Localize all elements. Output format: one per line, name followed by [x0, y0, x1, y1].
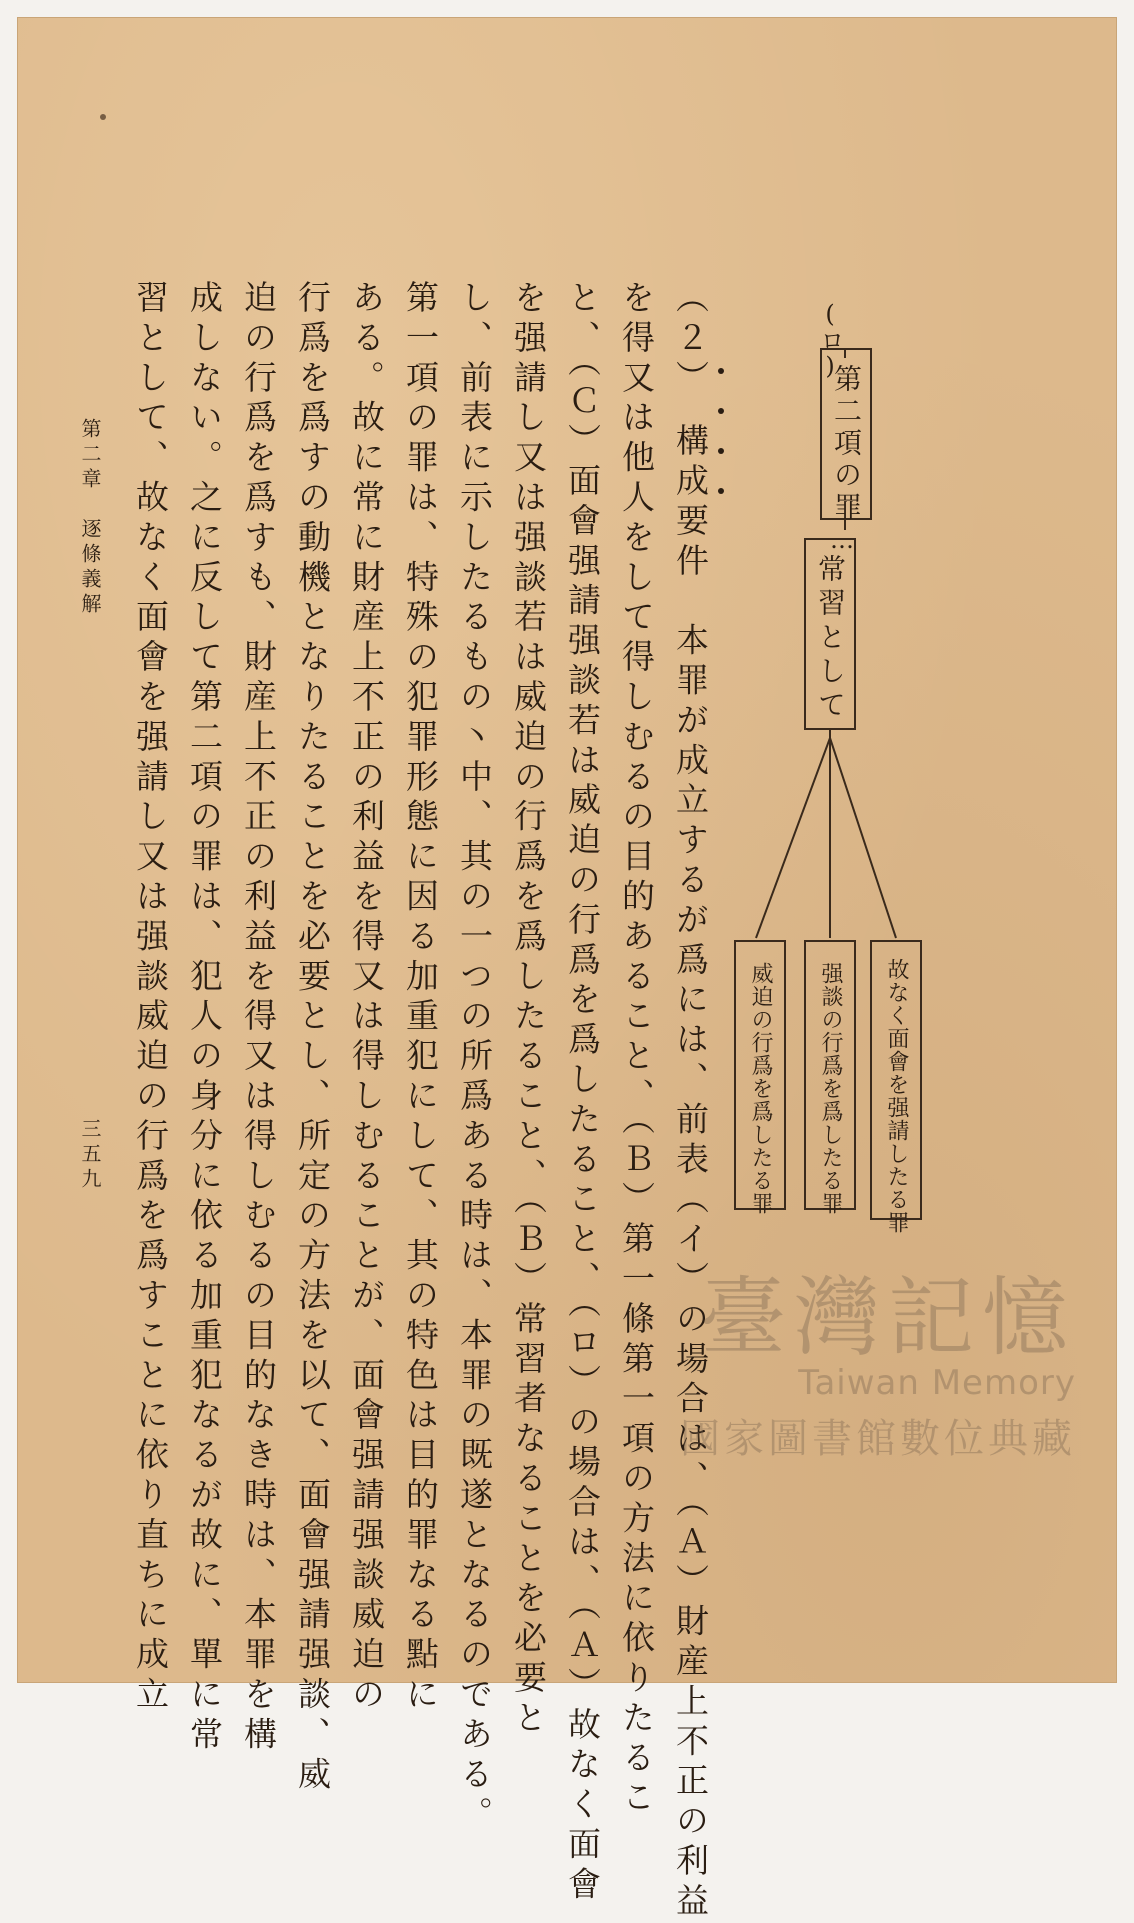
diagram-branch-1-text: 故なく面會を强請したる罪: [884, 958, 909, 1234]
diagram-main-box-text: 第二項の罪: [830, 364, 863, 524]
footer-chapter: 第二章 逐條義解: [78, 418, 102, 618]
footer-page-number: 三五九: [78, 1118, 102, 1193]
body-column-4: を强請し又は强談若は威迫の行爲を爲したること、（Ｂ）常習者なることを必要と: [509, 280, 548, 1740]
diagram-main-box-2: [804, 538, 856, 730]
diagram-branch-3-text: 威迫の行爲を爲したる罪: [748, 962, 773, 1215]
body-column-1: （２） 構成要件 本罪が成立するが爲には、前表（イ）の場合は、（Ａ）財産上不正の利益: [671, 280, 710, 1923]
body-column-11: 習として、故なく面會を强請し又は强談威迫の行爲を爲すことに依り直ちに成立: [131, 280, 170, 1717]
ink-smudge: [100, 114, 106, 120]
body-column-6: 第一項の罪は、特殊の犯罪形態に因る加重犯にして、其の特色は目的罪なる點に: [401, 280, 440, 1717]
watermark-english: Taiwan Memory: [798, 1363, 1076, 1403]
emphasis-dot: [718, 408, 724, 414]
diagram-branch-3: [734, 940, 786, 1215]
body-column-3: と、（Ｃ）面會强請强談若は威迫の行爲を爲したること、（ロ）の場合は、（Ａ）故なく面會: [563, 280, 602, 1907]
diagram-label: (ロ): [816, 300, 844, 380]
watermark-logo: 臺灣記憶: [700, 1268, 1076, 1368]
document-page: [18, 18, 1116, 1923]
body-column-8: 行爲を爲すの動機となりたることを必要とし、所定の方法を以て、面會强請强談、威: [293, 280, 332, 1797]
emphasis-dot: [718, 368, 724, 374]
body-column-10: 成しない。之に反して第二項の罪は、犯人の身分に依る加重犯なるが故に、單に常: [185, 280, 224, 1757]
body-column-5: し、前表に示したるもの丶中、其の一つの所爲ある時は、本罪の既遂となるのである。: [455, 280, 494, 1837]
diagram-branch-2-text: 强談の行爲を爲したる罪: [818, 962, 843, 1215]
diagram-branch-1: [870, 940, 922, 1234]
diagram-branch-2: [804, 940, 856, 1215]
body-column-9: 迫の行爲を爲すも、財産上不正の利益を得又は得しむるの目的なき時は、本罪を構: [239, 280, 278, 1757]
body-column-7: ある。故に常に財産上不正の利益を得又は得しむることが、面會强請强談威迫の: [347, 280, 386, 1717]
watermark: [606, 1268, 1076, 1464]
emphasis-dot: [718, 488, 724, 494]
watermark-chinese: 國家圖書館數位典藏: [680, 1416, 1076, 1462]
diagram-main-box-2-text: 常習として: [814, 554, 847, 724]
emphasis-dot: [718, 448, 724, 454]
body-column-2: を得又は他人をして得しむるの目的あること、（Ｂ）第一條第一項の方法に依りたるこ: [617, 280, 656, 1820]
diagram-ellipsis: …: [828, 526, 856, 554]
diagram-main-box: [820, 348, 872, 524]
